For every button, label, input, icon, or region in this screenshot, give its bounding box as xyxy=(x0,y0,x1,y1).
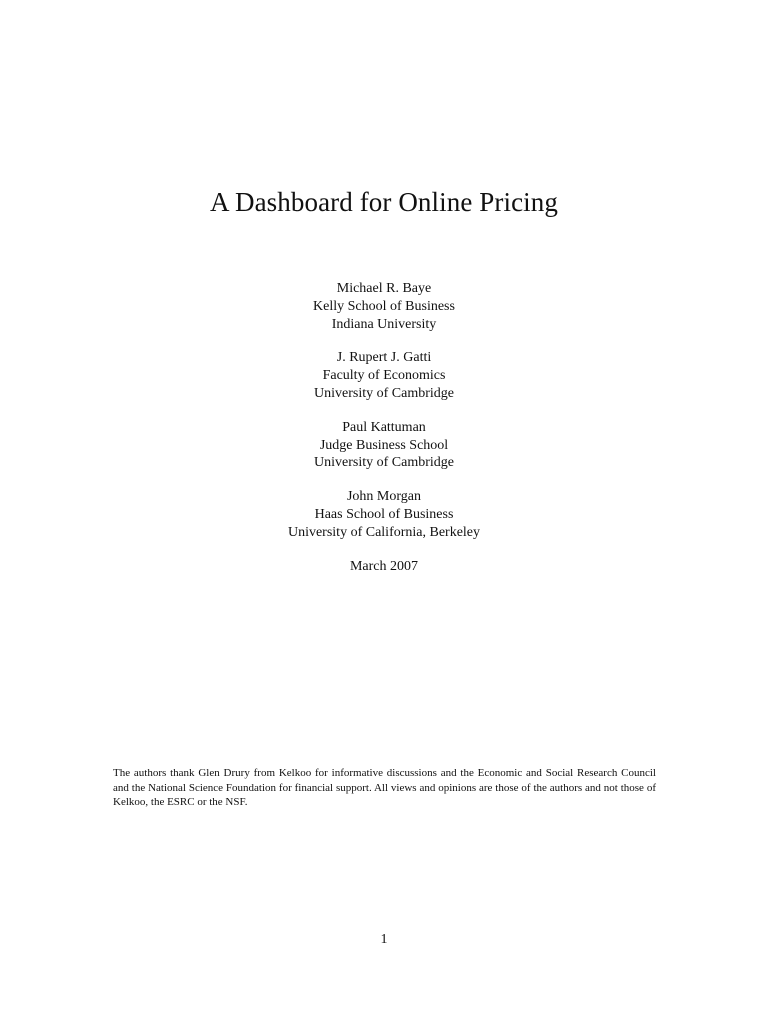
author-school: Haas School of Business xyxy=(314,506,454,522)
author-block xyxy=(0,488,768,541)
author-name: Michael R. Baye xyxy=(336,281,432,296)
author-list xyxy=(0,280,768,575)
author-school: Kelly School of Business xyxy=(313,298,455,314)
author-block xyxy=(0,280,768,333)
author-institution: University of California, Berkeley xyxy=(287,524,481,540)
author-name: John Morgan xyxy=(346,489,422,505)
author-institution: University of Cambridge xyxy=(314,385,454,401)
publication-date: March 2007 xyxy=(349,558,419,574)
page-number: 1 xyxy=(380,932,388,947)
author-name: J. Rupert J. Gatti xyxy=(336,350,432,366)
author-block xyxy=(0,349,768,402)
author-school: Faculty of Economics xyxy=(322,368,446,384)
paper-title: A Dashboard for Online Pricing xyxy=(210,187,558,217)
acknowledgement-footnote: The authors thank Glen Drury from Kelkoo for informative discussions and the Economic and Social Research Council and the National Science Foundation for financial support. All views and opinions are those of the authors and not those of Kelkoo, the ESRC or the NSF. xyxy=(113,767,656,808)
author-institution: University of Cambridge xyxy=(314,455,454,471)
author-school: Judge Business School xyxy=(319,437,449,453)
author-institution: Indiana University xyxy=(331,316,437,332)
author-name: Paul Kattuman xyxy=(342,419,426,435)
author-block xyxy=(0,419,768,472)
